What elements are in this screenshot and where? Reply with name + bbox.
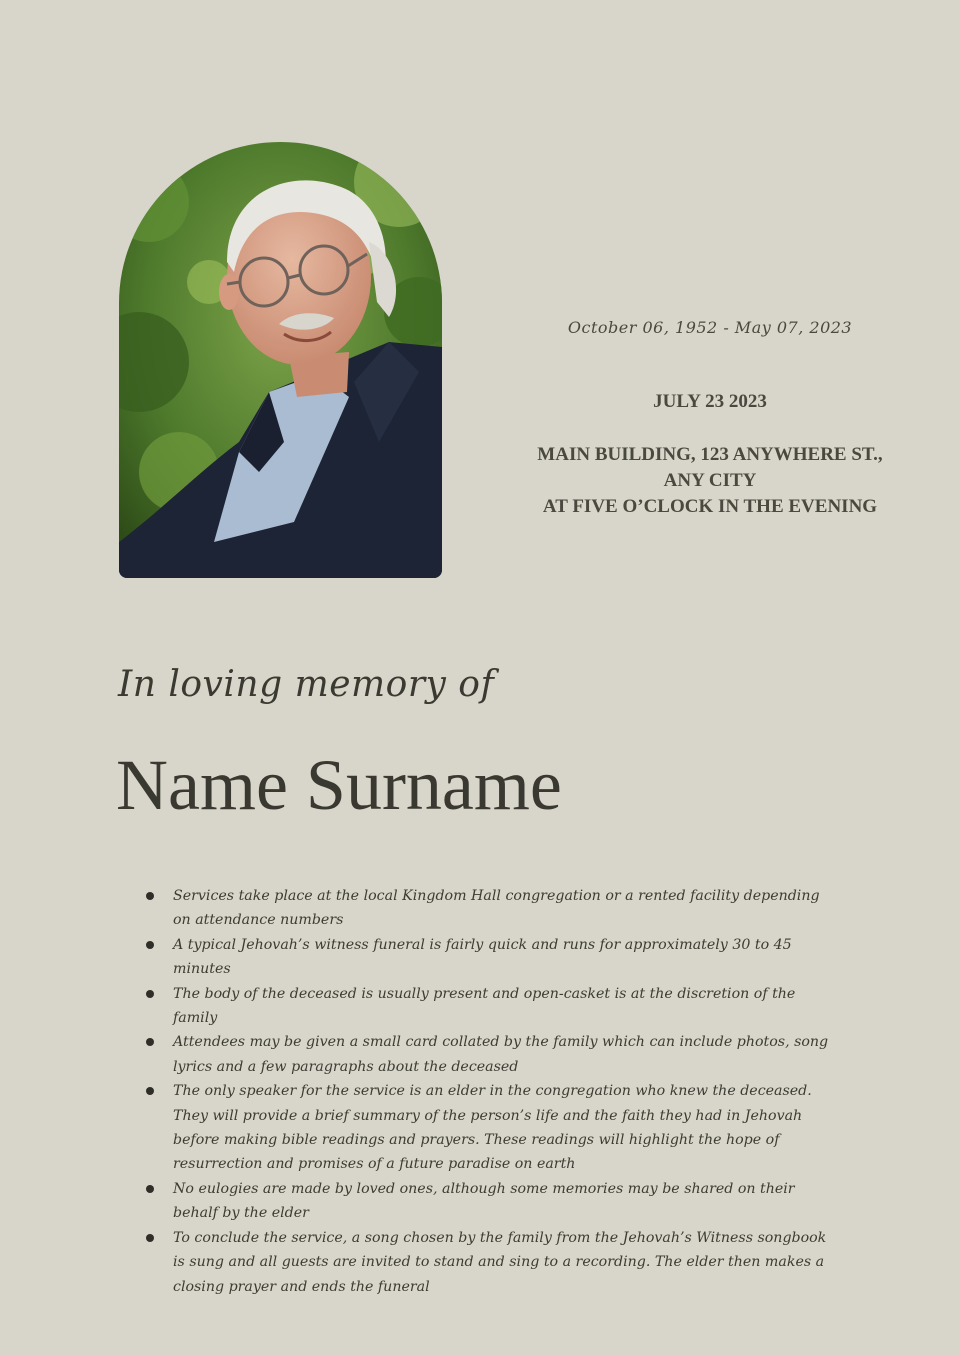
bullet-icon [146, 941, 154, 949]
bullet-icon [146, 990, 154, 998]
list-item [145, 982, 835, 1031]
venue-city: ANY CITY [663, 470, 757, 491]
bullet-icon [146, 1234, 154, 1242]
bullet-icon [146, 1185, 154, 1193]
portrait-photo [119, 142, 442, 578]
life-dates: October 06, 1952 - May 07, 2023 [567, 318, 853, 337]
bullet-icon [146, 892, 154, 900]
service-notes-list [145, 884, 835, 1299]
list-item-text: Services take place at the local Kingdom Hall congregation or a rented facility depending on attendance numbers [173, 888, 820, 929]
list-item-text: Attendees may be given a small card collated by the family which can include photos, song lyrics and a few paragraphs about the deceased [173, 1034, 829, 1075]
venue-address: MAIN BUILDING, 123 ANYWHERE ST., [537, 444, 883, 465]
memory-heading: In loving memory of [118, 664, 495, 705]
list-item [145, 884, 835, 933]
service-time: AT FIVE O’CLOCK IN THE EVENING [542, 496, 878, 517]
list-item [145, 933, 835, 982]
list-item-text: A typical Jehovah’s witness funeral is fairly quick and runs for approximately 30 to 45 minutes [173, 936, 792, 978]
list-item-text: The only speaker for the service is an elder in the congregation who knew the deceased. They will provide a brief summary of the person’s life and the faith they had in Jehovah before making bible readings and prayers. These readings will highlight the hope of resurrection and promises of a future paradise on earth [173, 1083, 812, 1173]
list-item [145, 1030, 835, 1079]
portrait-illustration [119, 142, 442, 578]
venue-details [480, 442, 940, 520]
list-item [145, 1177, 835, 1226]
bullet-icon [146, 1087, 154, 1095]
deceased-name: Name Surname [116, 745, 562, 825]
list-item-text: The body of the deceased is usually present and open-casket is at the discretion of the family [173, 985, 796, 1027]
list-item [145, 1226, 835, 1299]
list-item [145, 1079, 835, 1177]
bullet-icon [146, 1038, 154, 1046]
service-date: JULY 23 2023 [653, 391, 767, 412]
list-item-text: No eulogies are made by loved ones, although some memories may be shared on their behalf by the elder [173, 1180, 795, 1222]
list-item-text: To conclude the service, a song chosen by the family from the Jehovah’s Witness songbook is sung and all guests are invited to stand and sing to a recording. The elder then makes a closing prayer and ends the funeral [173, 1229, 827, 1295]
